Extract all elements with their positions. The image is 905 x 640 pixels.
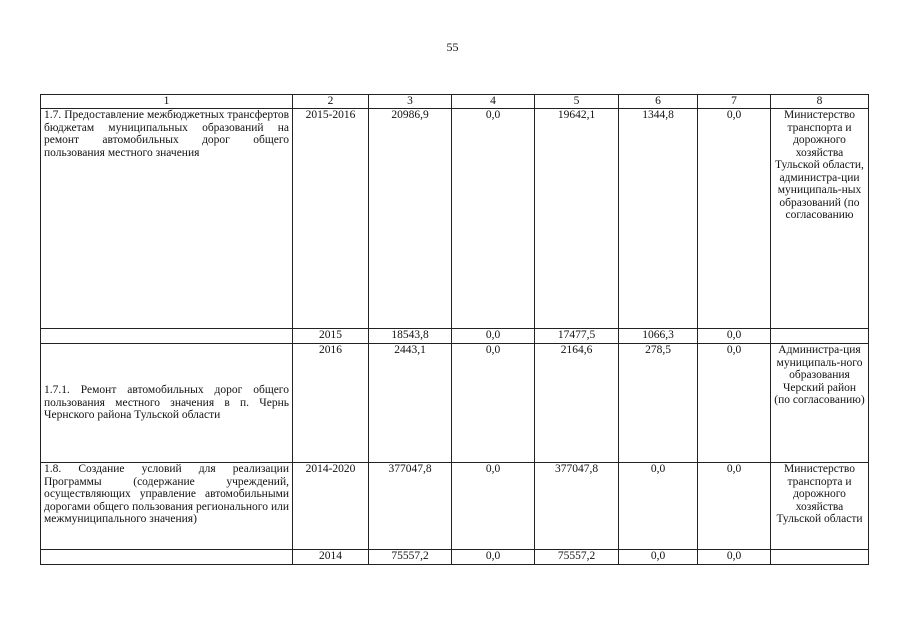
empty-cell [41, 329, 293, 344]
value-cell: 0,0 [452, 550, 535, 565]
header-cell: 1 [41, 95, 293, 109]
value-cell: 0,0 [698, 463, 771, 550]
measure-description: 1.7. Предоставление межбюджетных трансфертов бюджетам муниципальных образований на ремонт автомобильных дорог общего пользования местного значения [41, 109, 293, 329]
program-table [40, 94, 869, 565]
table-row [41, 463, 869, 550]
value-cell: 0,0 [452, 329, 535, 344]
header-cell: 2 [293, 95, 369, 109]
value-cell: 377047,8 [535, 463, 619, 550]
value-cell: 1344,8 [619, 109, 698, 329]
value-cell: 1066,3 [619, 329, 698, 344]
value-cell: 2164,6 [535, 344, 619, 463]
measure-description: 1.7.1. Ремонт автомобильных дорог общего пользования местного значения в п. Чернь Чернского района Тульской области [41, 344, 293, 463]
value-cell: 20986,9 [369, 109, 452, 329]
empty-cell [41, 550, 293, 565]
period-cell: 2016 [293, 344, 369, 463]
value-cell: 0,0 [698, 329, 771, 344]
table-row [41, 329, 869, 344]
value-cell: 75557,2 [369, 550, 452, 565]
header-cell: 5 [535, 95, 619, 109]
value-cell: 0,0 [452, 109, 535, 329]
value-cell: 18543,8 [369, 329, 452, 344]
header-row [41, 95, 869, 109]
value-cell: 278,5 [619, 344, 698, 463]
header-cell: 7 [698, 95, 771, 109]
period-cell: 2015-2016 [293, 109, 369, 329]
value-cell: 0,0 [452, 463, 535, 550]
value-cell: 0,0 [619, 463, 698, 550]
value-cell: 0,0 [452, 344, 535, 463]
value-cell: 0,0 [619, 550, 698, 565]
value-cell: 0,0 [698, 550, 771, 565]
table-row [41, 344, 869, 463]
measure-description: 1.8. Создание условий для реализации Программы (содержание учреждений, осуществляющих управление автомобильными дорогами общего пользования регионального или межмуниципального значения) [41, 463, 293, 550]
period-cell: 2014-2020 [293, 463, 369, 550]
header-cell: 3 [369, 95, 452, 109]
header-cell: 4 [452, 95, 535, 109]
value-cell: 2443,1 [369, 344, 452, 463]
value-cell: 377047,8 [369, 463, 452, 550]
table-row [41, 109, 869, 329]
page-number: 55 [446, 40, 459, 54]
empty-cell [771, 550, 869, 565]
value-cell: 17477,5 [535, 329, 619, 344]
responsible-org: Министерство транспорта и дорожного хозяйства Тульской области [771, 463, 869, 550]
empty-cell [771, 329, 869, 344]
header-cell: 8 [771, 95, 869, 109]
responsible-org: Администра-ция муниципаль-ного образования Черский район (по согласованию) [771, 344, 869, 463]
period-cell: 2014 [293, 550, 369, 565]
responsible-org: Министерство транспорта и дорожного хозяйства Тульской области, администра-ции муниципаль-ных образований (по согласованию [771, 109, 869, 329]
value-cell: 0,0 [698, 109, 771, 329]
header-cell: 6 [619, 95, 698, 109]
value-cell: 0,0 [698, 344, 771, 463]
period-cell: 2015 [293, 329, 369, 344]
table-row [41, 550, 869, 565]
value-cell: 19642,1 [535, 109, 619, 329]
value-cell: 75557,2 [535, 550, 619, 565]
